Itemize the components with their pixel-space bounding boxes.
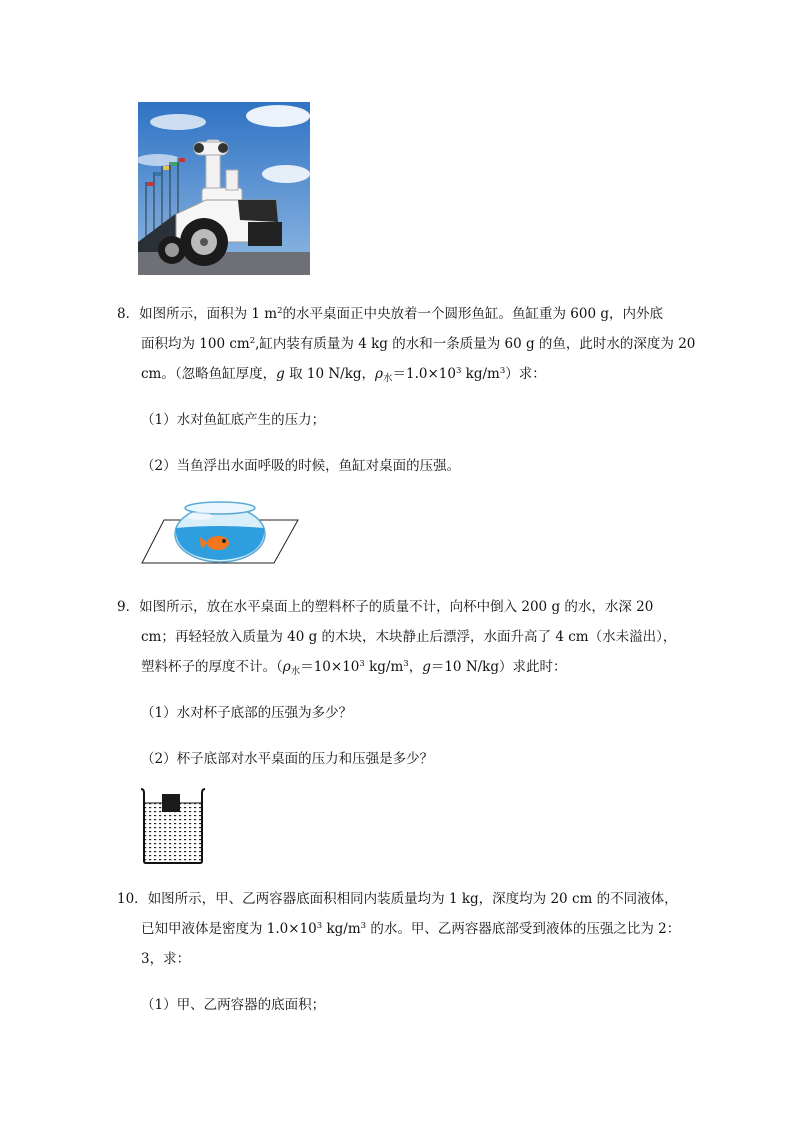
q9-number: 9． <box>117 599 140 615</box>
q9-sub-question-1: （1）水对杯子底部的压强为多少？ <box>141 705 353 721</box>
fishbowl-figure <box>140 498 300 566</box>
q8-line-1-text-b: 的水平桌面正中央放着一个圆形鱼缸。鱼缸重为 600 g，内外底 <box>282 306 663 322</box>
q10-line-1 <box>117 890 678 908</box>
q8-line-3-text-b: 取 10 N/kg， <box>284 366 376 382</box>
q10-line-2-text-b: kg/m <box>322 921 361 937</box>
q10-line-2-sup: 3 <box>316 921 323 931</box>
q10-line-1-text: 如图所示，甲、乙两容器底面积相同内装质量均为 1 kg，深度均为 20 cm 的不同液体， <box>147 891 678 907</box>
q8-rho-symbol: ρ <box>375 366 383 382</box>
q8-line-1-text-a: 如图所示，面积为 1 m <box>139 306 278 322</box>
q8-rho-subscript: 水 <box>382 373 393 384</box>
q8-g-symbol: g <box>276 366 285 382</box>
q9-line-3-sup2: 3 <box>403 659 409 669</box>
q8-sub-question-2: （2）当鱼浮出水面呼吸的时候，鱼缸对桌面的压强。 <box>141 458 461 474</box>
q8-sub-question-1: （1）水对鱼缸底产生的压力； <box>141 412 326 428</box>
q8-line-3 <box>141 365 546 383</box>
q10-line-2 <box>141 920 680 938</box>
q10-line-3: 3，求： <box>141 951 191 967</box>
q10-number: 10． <box>117 891 148 907</box>
q8-line-3-sup2: 3 <box>499 366 506 376</box>
q9-line-1-text: 如图所示，放在水平桌面上的塑料杯子的质量不计，向杯中倒入 200 g 的水，水深 20 <box>139 599 654 615</box>
q8-line-3-text-e: ）求： <box>505 366 546 382</box>
q9-line-3-text-a: 塑料杯子的厚度不计。（ <box>141 659 283 675</box>
q8-line-3-text-c: ＝1.0×10 <box>392 366 456 382</box>
q9-g-symbol: g <box>422 659 431 675</box>
q8-line-2-sup: 2 <box>249 336 256 346</box>
q9-rho-subscript: 水 <box>290 666 301 677</box>
q9-line-3 <box>141 658 567 676</box>
q9-line-3-sup: 3 <box>359 659 365 669</box>
q9-line-2: cm；再轻轻放入质量为 40 g 的木块，木块静止后漂浮，水面升高了 4 cm（水未溢出）， <box>141 629 677 645</box>
q10-line-2-text-c: 的水。甲、乙两容器底部受到液体的压强之比为 2： <box>366 921 681 937</box>
robot-photo <box>138 102 310 275</box>
q8-line-3-sup: 3 <box>455 366 462 376</box>
q8-line-2-text-b: ,缸内装有质量为 4 kg 的水和一条质量为 60 g 的鱼，此时水的深度为 20 <box>255 336 696 352</box>
q9-line-3-text-b: ＝10×10 <box>300 659 360 675</box>
q10-line-2-sup2: 3 <box>360 921 367 931</box>
q8-line-3-text-d: kg/m <box>461 366 500 382</box>
q8-line-1 <box>117 305 663 323</box>
q9-line-3-text-e: ＝10 N/kg）求此时： <box>430 659 567 675</box>
q8-line-2-text-a: 面积均为 100 cm <box>141 336 250 352</box>
q9-rho-symbol: ρ <box>282 659 291 675</box>
q8-line-3-text-a: cm。（忽略鱼缸厚度， <box>141 366 277 382</box>
q9-line-3-text-d: ， <box>408 659 423 675</box>
q10-line-2-text-a: 已知甲液体是密度为 1.0×10 <box>141 921 317 937</box>
q8-number: 8． <box>117 306 140 322</box>
q9-sub-question-2: （2）杯子底部对水平桌面的压力和压强是多少？ <box>141 751 434 767</box>
q8-line-1-sup: 2 <box>277 306 283 316</box>
q9-line-3-text-c: kg/m <box>364 659 404 675</box>
q10-sub-question-1: （1）甲、乙两容器的底面积； <box>141 997 326 1013</box>
cup-figure <box>138 786 208 866</box>
q8-line-2 <box>141 335 695 353</box>
q9-line-1 <box>117 598 653 616</box>
